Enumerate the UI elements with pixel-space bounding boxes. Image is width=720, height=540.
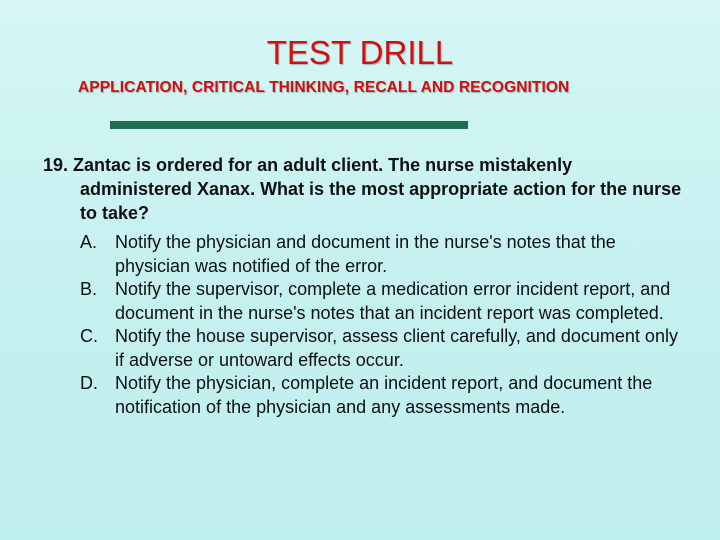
question-block xyxy=(43,153,683,225)
choice-text: Notify the supervisor, complete a medication error incident report, and document in the nurse's notes that an incident report was completed. xyxy=(115,279,671,323)
choice-letter: A. xyxy=(80,232,98,252)
choice-text: Notify the physician, complete an incident report, and document the notification of the physician and any assessments made. xyxy=(115,373,653,417)
choice-text: Notify the house supervisor, assess client carefully, and document only if adverse or untoward effects occur. xyxy=(115,326,678,370)
choice-letter: B. xyxy=(80,279,98,299)
choice-text: Notify the physician and document in the nurse's notes that the physician was notified of the error. xyxy=(115,232,616,276)
slide-subtitle: APPLICATION, CRITICAL THINKING, RECALL AND RECOGNITION xyxy=(78,79,570,96)
question-stem: 19. Zantac is ordered for an adult client. The nurse mistakenly administered Xanax. What is the most appropriate action for the nurse to take? xyxy=(43,155,682,223)
divider-bar xyxy=(110,121,468,129)
choice-d xyxy=(80,372,680,419)
choice-letter: D. xyxy=(80,373,98,393)
answer-choices xyxy=(80,231,680,419)
choice-letter: C. xyxy=(80,326,98,346)
choice-c xyxy=(80,325,680,372)
slide-title: TEST DRILL xyxy=(266,34,454,71)
choice-b xyxy=(80,278,680,325)
choice-a xyxy=(80,231,680,278)
